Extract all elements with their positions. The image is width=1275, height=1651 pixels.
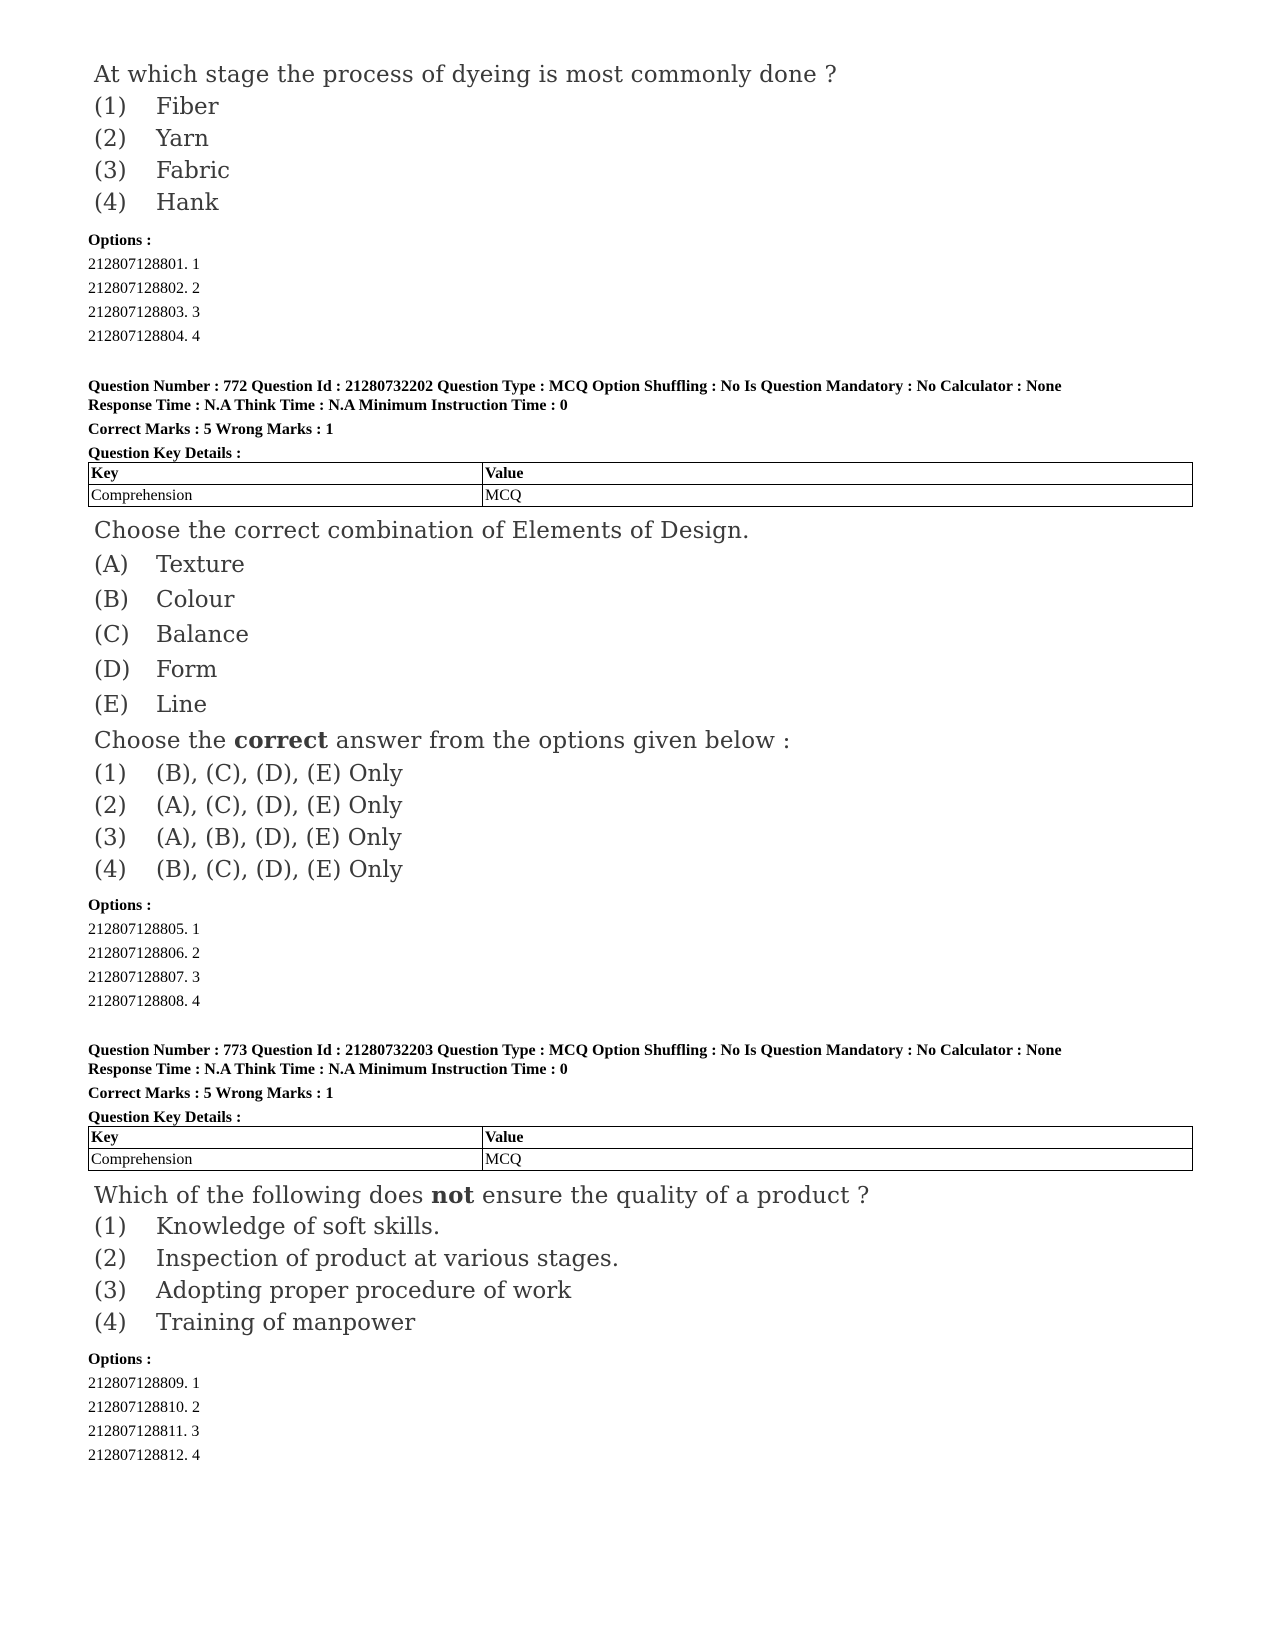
- option-id: 212807128806. 2: [88, 945, 200, 962]
- choice-2: (2) (A), (C), (D), (E) Only: [94, 793, 403, 819]
- question-image-773: [94, 1182, 870, 1342]
- option-id: 212807128811. 3: [88, 1423, 200, 1440]
- table-header-value: Value: [483, 1127, 1193, 1149]
- choice-4: (4) Training of manpower: [94, 1310, 416, 1336]
- item-e: (E) Line: [94, 692, 208, 718]
- table-header-key: Key: [89, 1127, 483, 1149]
- option-id: 212807128807. 3: [88, 969, 200, 986]
- choice-3: (3) Fabric: [94, 158, 231, 184]
- table-cell-key: Comprehension: [89, 1149, 483, 1171]
- table-row: [89, 1149, 1193, 1171]
- question-image-771: [94, 62, 837, 222]
- question-key-table-772: [88, 462, 1193, 507]
- table-header-row: [89, 1127, 1193, 1149]
- options-block-771: [88, 229, 200, 349]
- choice-1: (1) Fiber: [94, 94, 219, 120]
- question-meta-line: Question Number : 772 Question Id : 21280732202 Question Type : MCQ Option Shuffling : No Is Question Mandatory : No Calculator : None: [88, 378, 1062, 395]
- key-details-title: Question Key Details :: [88, 445, 242, 462]
- question-stem: Choose the correct combination of Elements of Design.: [94, 518, 750, 544]
- choice-4: (4) (B), (C), (D), (E) Only: [94, 857, 403, 883]
- question-key-table-773: [88, 1126, 1193, 1171]
- table-header-value: Value: [483, 463, 1193, 485]
- marks-line: Correct Marks : 5 Wrong Marks : 1: [88, 421, 334, 438]
- question-stem: At which stage the process of dyeing is most commonly done ?: [94, 62, 837, 88]
- options-block-772: [88, 894, 200, 1014]
- question-meta-line: Question Number : 773 Question Id : 21280732203 Question Type : MCQ Option Shuffling : No Is Question Mandatory : No Calculator : None: [88, 1042, 1062, 1059]
- table-header-row: [89, 463, 1193, 485]
- options-title: Options :: [88, 232, 152, 249]
- option-id: 212807128809. 1: [88, 1375, 200, 1392]
- item-b: (B) Colour: [94, 587, 235, 613]
- answer-instruction: Choose the correct answer from the options given below :: [94, 727, 791, 754]
- item-c: (C) Balance: [94, 622, 249, 648]
- choice-4: (4) Hank: [94, 190, 219, 216]
- option-id: 212807128810. 2: [88, 1399, 200, 1416]
- table-cell-value: MCQ: [483, 485, 1193, 507]
- item-d: (D) Form: [94, 657, 218, 683]
- question-meta-772: [88, 377, 1062, 463]
- option-id: 212807128812. 4: [88, 1447, 200, 1464]
- options-title: Options :: [88, 1351, 152, 1368]
- choice-1: (1) Knowledge of soft skills.: [94, 1214, 441, 1240]
- option-id: 212807128804. 4: [88, 328, 200, 345]
- question-meta-773: [88, 1041, 1062, 1127]
- options-title: Options :: [88, 897, 152, 914]
- table-cell-value: MCQ: [483, 1149, 1193, 1171]
- question-meta-line: Response Time : N.A Think Time : N.A Minimum Instruction Time : 0: [88, 1061, 568, 1078]
- table-header-key: Key: [89, 463, 483, 485]
- table-row: [89, 485, 1193, 507]
- option-id: 212807128808. 4: [88, 993, 200, 1010]
- option-id: 212807128805. 1: [88, 921, 200, 938]
- marks-line: Correct Marks : 5 Wrong Marks : 1: [88, 1085, 334, 1102]
- question-image-772: [94, 518, 791, 889]
- item-a: (A) Texture: [94, 552, 245, 578]
- question-meta-line: Response Time : N.A Think Time : N.A Minimum Instruction Time : 0: [88, 397, 568, 414]
- question-stem: Which of the following does not ensure the quality of a product ?: [94, 1182, 870, 1209]
- option-id: 212807128802. 2: [88, 280, 200, 297]
- option-id: 212807128801. 1: [88, 256, 200, 273]
- choice-3: (3) Adopting proper procedure of work: [94, 1278, 572, 1304]
- key-details-title: Question Key Details :: [88, 1109, 242, 1126]
- option-id: 212807128803. 3: [88, 304, 200, 321]
- table-cell-key: Comprehension: [89, 485, 483, 507]
- options-block-773: [88, 1348, 200, 1468]
- choice-1: (1) (B), (C), (D), (E) Only: [94, 761, 403, 787]
- choice-3: (3) (A), (B), (D), (E) Only: [94, 825, 402, 851]
- choice-2: (2) Inspection of product at various stages.: [94, 1246, 619, 1272]
- choice-2: (2) Yarn: [94, 126, 209, 152]
